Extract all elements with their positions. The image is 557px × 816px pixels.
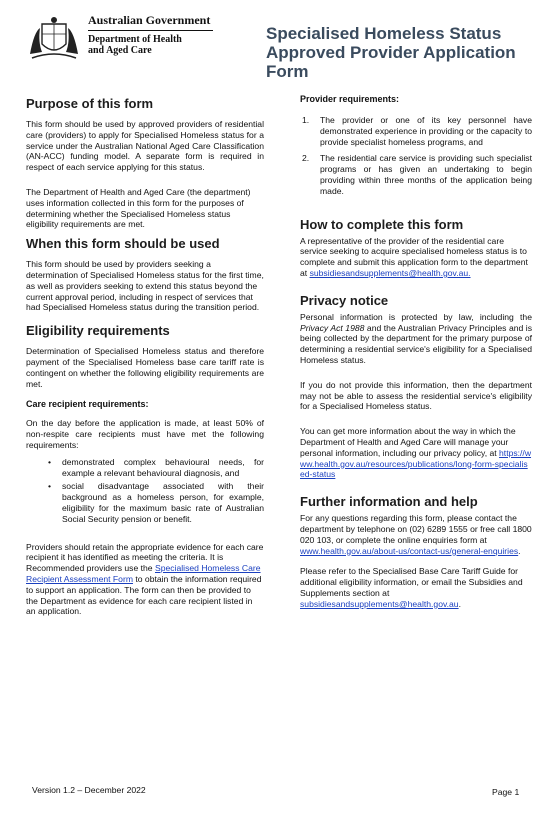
further-info-paragraph-1: [300, 513, 532, 556]
privacy-act-name: Privacy Act 1988: [300, 322, 365, 333]
further-text-end: .: [518, 545, 521, 556]
logo-divider: [88, 30, 213, 31]
provider-requirement-item: [302, 153, 532, 196]
page-number: Page 1: [492, 787, 520, 797]
item-text: The provider or one of its key personnel have demonstrated experience in providing or the capacity to provide specialist homeless programs, and: [320, 115, 532, 147]
privacy-heading: Privacy notice: [300, 292, 389, 308]
how-to-complete-paragraph: [300, 236, 532, 279]
coat-of-arms-icon: [26, 14, 82, 64]
form-title: Specialised Homeless Status Approved Provider Application Form: [266, 24, 516, 81]
retain-evidence-paragraph: [26, 542, 264, 618]
assessment-form-link[interactable]: Specialised Homeless Care Recipient Assessment Form: [26, 563, 261, 584]
purpose-paragraph-1: This form should be used by approved providers of residential care (providers) to apply for Specialised Homeless status for a service under the Australian National Aged Care Classification (AN-ACC) funding model. A separate form is required in respect of each service applying for this status.: [26, 119, 264, 173]
right-column: [300, 94, 532, 610]
privacy-policy-link[interactable]: https://www.health.gov.au/resources/publications/long-form-specialised-status: [300, 447, 532, 480]
bullet-item: • social disadvantage associated with their background as a homeless person, for example, eligibility for the maximum basic rate of Australian Social Security pension or benefit.: [62, 481, 264, 524]
when-paragraph: This form should be used by providers seeking a determination of Specialised Homeless status for the first time, as well as providers seeking to extend this status beyond the current approval period, including in respect of services that had Specialised Homeless status during the transition period.: [26, 259, 264, 313]
item-number: 1.: [302, 115, 310, 125]
further-text-a: For any questions regarding this form, please contact the department by telephone on (02) 6289 1555 or free call 1800 020 103, or complete the online enquiries form at: [300, 513, 532, 545]
provider-requirements-heading: Provider requirements:: [300, 94, 400, 104]
government-logo-text: [88, 14, 218, 56]
further-info-heading: Further information and help: [300, 494, 478, 510]
version-label: Version 1.2 – December 2022: [32, 785, 146, 795]
provider-requirement-item: [302, 115, 532, 147]
further-text-end-2: .: [458, 598, 461, 609]
privacy-paragraph-2: If you do not provide this information, then the department may not be able to assess the residential service's eligibility for a Specialised Homeless status.: [300, 379, 532, 412]
further-info-paragraph-2: [300, 566, 532, 609]
retain-text-a: Providers should retain the appropriate evidence for each care recipient it has identified as meeting the criteria. It is Recommended providers use the: [26, 541, 264, 574]
left-column: [26, 96, 264, 617]
further-text-b: Please refer to the Specialised Base Care Tariff Guide for additional eligibility information, or email the Subsidies and Supplements section at: [300, 566, 523, 598]
privacy-text-c: You can get more information about the way in which the Department of Health and Aged Care will manage your personal information, including our privacy policy, at: [300, 426, 516, 458]
department-line-1: Department of Health: [88, 34, 182, 45]
item-number: 2.: [302, 153, 310, 164]
department-line-2: and Aged Care: [88, 45, 152, 56]
privacy-text-b: and the Australian Privacy Principles and is being collected by the department for the primary purpose of determining a residential service's eligibility for a Specialised Homeless status.: [300, 322, 532, 365]
item-text: The residential care service is providing such specialist programs or has given an undertaking to begin providing within three months of the application being made.: [320, 153, 532, 196]
general-enquiries-link[interactable]: www.health.gov.au/about-us/contact-us/general-enquiries: [300, 545, 519, 556]
subsidies-email-link-2[interactable]: subsidiesandsupplements@health.gov.au: [300, 598, 459, 609]
retain-text-b: to obtain the information required to support an application. The form can then be provided to the Department as evidence for each care recipient listed in an application.: [26, 573, 262, 617]
provider-requirements-list: [300, 115, 532, 197]
how-text: A representative of the provider of the residential care service seeking to acquire specialised homeless status is to complete and submit this application form to the department at: [300, 235, 528, 278]
privacy-text-a: Personal information is protected by law, including the: [300, 311, 532, 322]
purpose-heading: Purpose of this form: [26, 96, 154, 111]
privacy-paragraph-1: [300, 312, 532, 366]
eligibility-heading: Eligibility requirements: [26, 323, 170, 339]
care-recipient-bullets: [26, 457, 264, 525]
how-to-complete-heading: How to complete this form: [300, 216, 464, 232]
purpose-paragraph-2: The Department of Health and Aged Care (the department) uses information collected in this form for the purposes of determining whether the Specialised Homeless status eligibility requirements are met.: [26, 186, 251, 230]
bullet-item: • demonstrated complex behavioural needs, for example a relevant behavioural diagnosis, and: [62, 457, 264, 479]
eligibility-paragraph: Determination of Specialised Homeless status and therefore payment of the Specialised Homeless base care tariff rate is contingent on whether the following eligibility requirements are met.: [26, 346, 264, 389]
care-recipient-paragraph: On the day before the application is made, at least 50% of non-respite care recipients must have met the following requirements:: [26, 418, 264, 450]
subsidies-email-link[interactable]: subsidiesandsupplements@health.gov.au.: [309, 267, 471, 278]
government-name: Australian Government: [88, 13, 211, 27]
when-heading: When this form should be used: [26, 236, 220, 252]
care-recipient-heading: Care recipient requirements:: [26, 399, 149, 410]
privacy-paragraph-3: [300, 426, 532, 480]
